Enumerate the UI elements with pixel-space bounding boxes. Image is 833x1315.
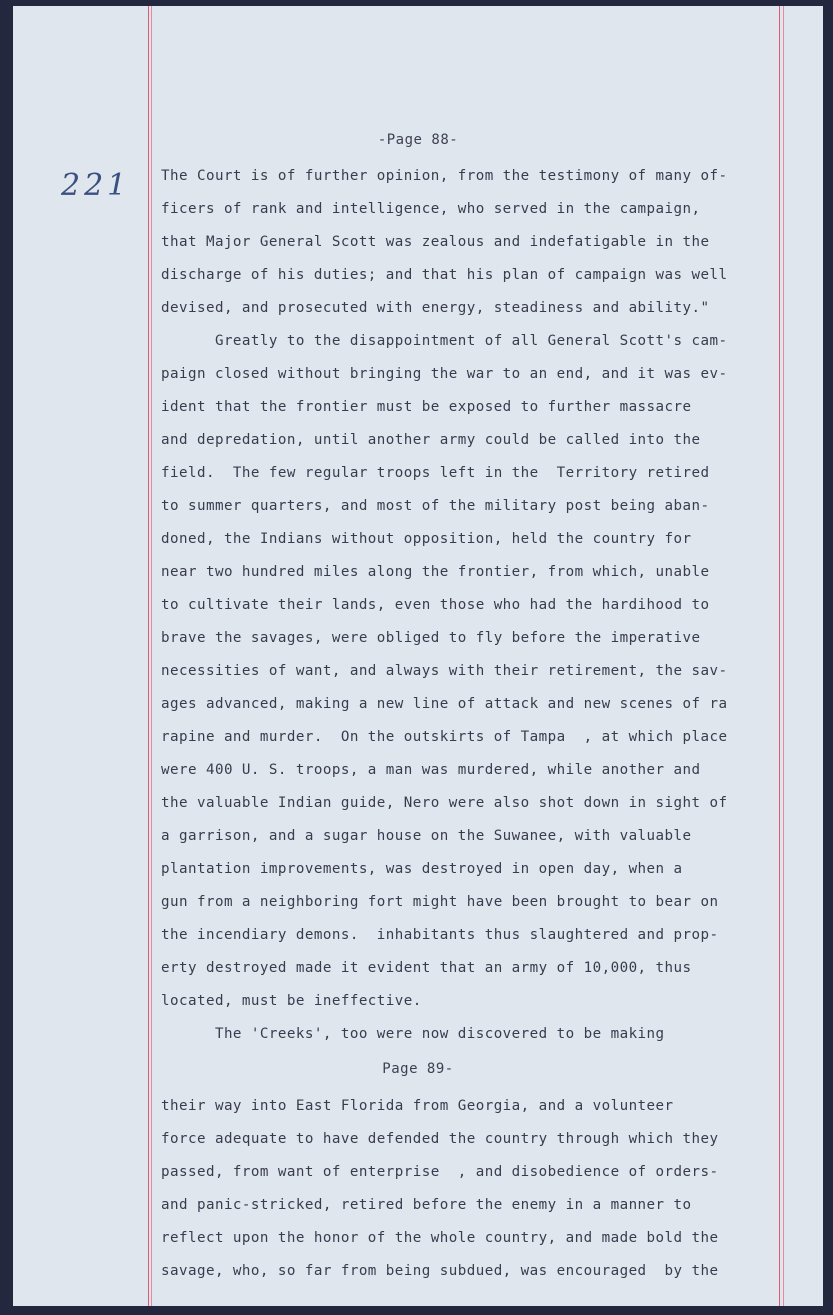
page-header-89: Page 89- [382,1061,454,1077]
text-block-page-88 [161,160,821,1051]
text-line: The 'Creeks', too were now discovered to be making [161,1026,665,1042]
text-line: devised, and prosecuted with energy, steadiness and ability." [161,300,710,316]
text-line: to cultivate their lands, even those who had the hardihood to [161,597,710,613]
text-line: savage, who, so far from being subdued, was encouraged by the [161,1263,719,1279]
text-line: passed, from want of enterprise , and disobedience of orders- [161,1164,719,1180]
text-line: near two hundred miles along the frontier, from which, unable [161,564,710,580]
text-line: paign closed without bringing the war to an end, and it was ev- [161,366,728,382]
text-line: and depredation, until another army could be called into the [161,432,701,448]
text-line: force adequate to have defended the country through which they [161,1131,719,1147]
text-line: ages advanced, making a new line of attack and new scenes of ra [161,696,728,712]
handwritten-margin-note: 221 [61,168,131,203]
typewritten-page [13,6,823,1306]
text-line: located, must be ineffective. [161,993,422,1009]
text-line: plantation improvements, was destroyed in open day, when a [161,861,683,877]
text-line: erty destroyed made it evident that an army of 10,000, thus [161,960,692,976]
text-line: the valuable Indian guide, Nero were also shot down in sight of [161,795,728,811]
text-line: The Court is of further opinion, from the testimony of many of- [161,168,728,184]
text-line: and panic-stricked, retired before the enemy in a manner to [161,1197,692,1213]
text-line: brave the savages, were obliged to fly before the imperative [161,630,701,646]
text-line: necessities of want, and always with their retirement, the sav- [161,663,728,679]
text-line: Greatly to the disappointment of all General Scott's cam- [161,333,728,349]
text-line: reflect upon the honor of the whole country, and made bold the [161,1230,719,1246]
page-header-88: -Page 88- [377,132,459,148]
text-line: were 400 U. S. troops, a man was murdered, while another and [161,762,701,778]
text-line: to summer quarters, and most of the military post being aban- [161,498,710,514]
left-margin-rule [148,6,149,1306]
text-line: gun from a neighboring fort might have been brought to bear on [161,894,719,910]
text-line: their way into East Florida from Georgia, and a volunteer [161,1098,674,1114]
text-block-page-89 [161,1090,821,1288]
text-line: rapine and murder. On the outskirts of Tampa , at which place [161,729,728,745]
text-line: ident that the frontier must be exposed to further massacre [161,399,692,415]
text-line: that Major General Scott was zealous and indefatigable in the [161,234,710,250]
text-line: field. The few regular troops left in the Territory retired [161,465,710,481]
text-line: ficers of rank and intelligence, who served in the campaign, [161,201,701,217]
text-line: discharge of his duties; and that his plan of campaign was well [161,267,728,283]
text-line: a garrison, and a sugar house on the Suwanee, with valuable [161,828,692,844]
text-line: the incendiary demons. inhabitants thus slaughtered and prop- [161,927,719,943]
left-margin-rule-inner [151,6,152,1306]
text-line: doned, the Indians without opposition, held the country for [161,531,692,547]
